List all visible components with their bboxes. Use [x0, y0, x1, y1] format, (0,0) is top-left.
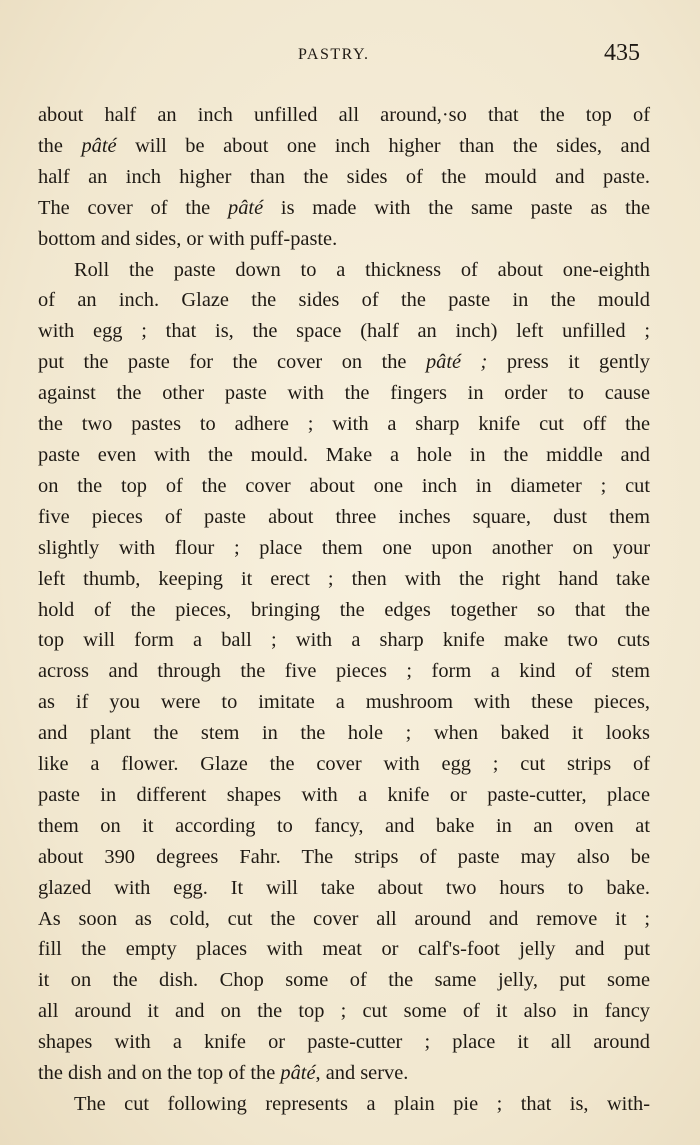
- text-line: [38, 965, 650, 996]
- italic-term: pâté: [81, 134, 117, 157]
- italic-term: pâté: [280, 1062, 316, 1085]
- text-line: [38, 285, 650, 316]
- text-run: left thumb, keeping it erect ; then with the right hand take: [38, 567, 650, 590]
- text-run: five pieces of paste about three inches square, dust them: [38, 505, 650, 528]
- text-run: like a flower. Glaze the cover with egg ; cut strips of: [38, 753, 650, 776]
- text-line: [38, 316, 650, 347]
- text-run: press it gently: [487, 351, 651, 374]
- text-line: [38, 502, 650, 533]
- page-number: 435: [604, 40, 640, 66]
- text-line: [38, 440, 650, 471]
- text-line: [38, 1027, 650, 1058]
- text-run: half an inch higher than the sides of the mould and paste.: [38, 165, 650, 188]
- text-run: all around it and on the top ; cut some of it also in fancy: [38, 1000, 650, 1023]
- text-line: [38, 533, 650, 564]
- text-run: glazed with egg. It will take about two hours to bake.: [38, 876, 650, 899]
- text-line: [38, 193, 650, 224]
- text-line: [38, 162, 650, 193]
- text-run: The cover of the: [38, 196, 229, 219]
- text-run: shapes with a knife or paste-cutter ; place it all around: [38, 1031, 650, 1054]
- text-line: [38, 811, 650, 842]
- text-run: with egg ; that is, the space (half an inch) left unfilled ;: [38, 320, 650, 343]
- text-line: [38, 224, 650, 255]
- text-run: fill the empty places with meat or calf's-foot jelly and put: [38, 938, 650, 961]
- text-run: paste even with the mould. Make a hole in the middle and: [38, 443, 650, 466]
- text-line: [38, 471, 650, 502]
- text-line: [38, 347, 650, 378]
- text-line: [38, 625, 650, 656]
- text-run: , and serve.: [315, 1062, 409, 1085]
- italic-term: pâté: [228, 196, 264, 219]
- text-line: [38, 934, 650, 965]
- text-run: will be about one inch higher than the sides, and: [116, 134, 650, 157]
- text-run: the dish and on the top of the: [38, 1062, 281, 1085]
- text-line: [38, 1058, 650, 1089]
- text-line: [38, 378, 650, 409]
- text-run: it on the dish. Chop some of the same jelly, put some: [38, 969, 650, 992]
- text-line: [38, 131, 650, 162]
- text-run: hold of the pieces, bringing the edges together so that the: [38, 598, 650, 621]
- text-run: across and through the five pieces ; form a kind of stem: [38, 660, 650, 683]
- text-line: [38, 780, 650, 811]
- text-run: the two pastes to adhere ; with a sharp knife cut off the: [38, 413, 650, 436]
- text-line: [38, 904, 650, 935]
- text-line: [38, 595, 650, 626]
- paragraph: [38, 255, 650, 1089]
- paragraph: [38, 100, 650, 255]
- text-run: put the paste for the cover on the: [38, 351, 426, 374]
- text-line: [38, 255, 650, 286]
- text-run: top will form a ball ; with a sharp knife make two cuts: [38, 629, 650, 652]
- text-line: [38, 656, 650, 687]
- text-run: of an inch. Glaze the sides of the paste in the mould: [38, 289, 650, 312]
- text-run: and plant the stem in the hole ; when baked it looks: [38, 722, 650, 745]
- text-run: paste in different shapes with a knife or paste-cutter, place: [38, 783, 650, 806]
- text-line: [38, 873, 650, 904]
- text-run: as if you were to imitate a mushroom with these pieces,: [38, 691, 650, 714]
- text-line: [38, 718, 650, 749]
- text-run: bottom and sides, or with puff-paste.: [38, 227, 338, 250]
- text-line: [38, 564, 650, 595]
- text-run: As soon as cold, cut the cover all around and remove it ;: [38, 907, 650, 930]
- text-run: Roll the paste down to a thickness of about one-eighth: [74, 258, 650, 281]
- text-run: the: [38, 134, 82, 157]
- text-run: about 390 degrees Fahr. The strips of paste may also be: [38, 845, 650, 868]
- text-line: [38, 409, 650, 440]
- paragraph: [38, 1089, 650, 1120]
- text-run: The cut following represents a plain pie ; that is, with-: [74, 1093, 650, 1115]
- text-run: on the top of the cover about one inch in diameter ; cut: [38, 474, 650, 497]
- text-run: about half an inch unfilled all around,·so that the top of: [38, 104, 650, 126]
- text-run: slightly with flour ; place them one upon another on your: [38, 536, 650, 559]
- body-text: [38, 100, 650, 1120]
- text-run: them on it according to fancy, and bake in an oven at: [38, 814, 650, 837]
- text-line: [38, 996, 650, 1027]
- text-line: [38, 749, 650, 780]
- text-line: [38, 1089, 650, 1120]
- running-head: PASTRY.: [298, 46, 370, 63]
- text-line: [38, 687, 650, 718]
- text-run: is made with the same paste as the: [263, 196, 650, 219]
- text-run: against the other paste with the fingers in order to cause: [38, 382, 650, 405]
- italic-term: pâté ;: [425, 351, 488, 374]
- text-line: [38, 842, 650, 873]
- text-line: [38, 100, 650, 131]
